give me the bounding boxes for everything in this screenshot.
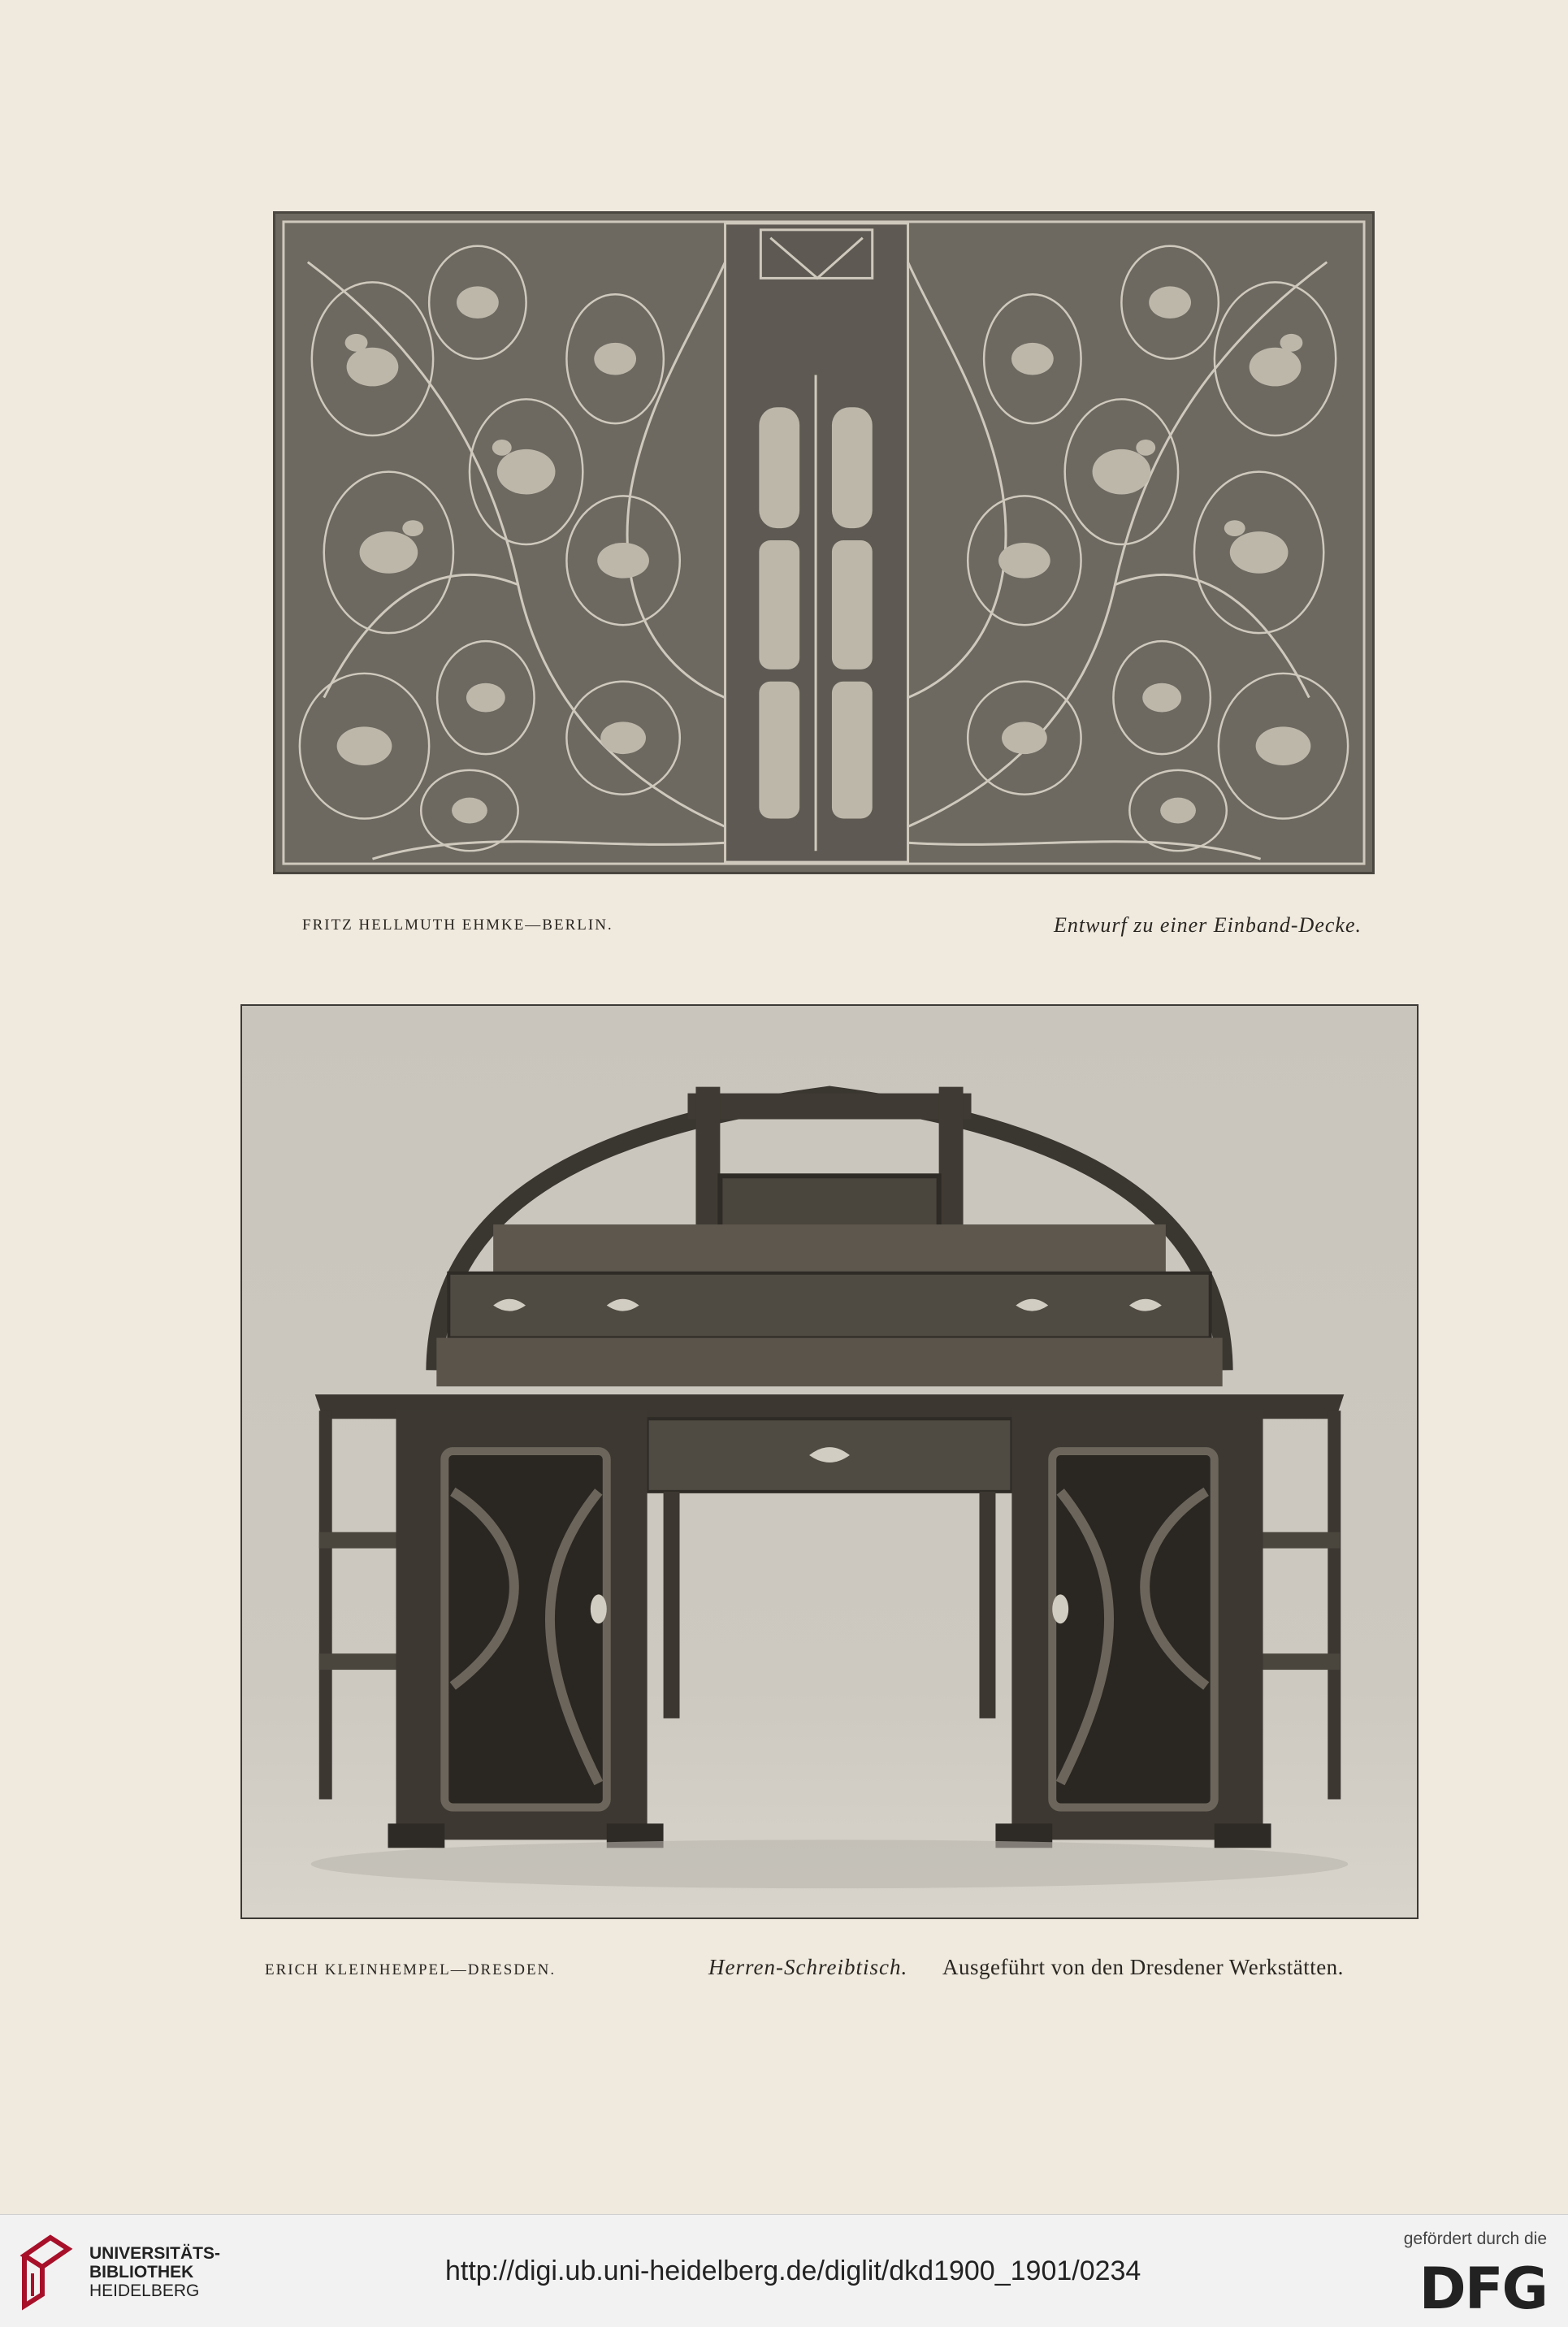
library-name-line1: UNIVERSITÄTS- — [89, 2244, 221, 2263]
plate2-title-caption: Herren-Schreibtisch. — [708, 1955, 908, 1979]
desk-drawing — [242, 1006, 1417, 1918]
library-name-line3: HEIDELBERG — [89, 2282, 200, 2300]
desk-photograph — [240, 1004, 1419, 1919]
library-name[interactable] — [89, 2244, 220, 2300]
plate2-artist-caption: ERICH KLEINHEMPEL—DRESDEN. — [265, 1961, 557, 1978]
plate1-title-caption: Entwurf zu einer Einband-Decke. — [1053, 913, 1362, 937]
ornament-drawing — [275, 214, 1372, 872]
plate2-note-caption: Ausgeführt von den Dresdener Werkstätten. — [942, 1955, 1344, 1979]
plate1-artist-caption: FRITZ HELLMUTH EHMKE—BERLIN. — [302, 916, 613, 934]
permalink-url[interactable]: http://digi.ub.uni-heidelberg.de/diglit/dkd1900_1901/0234 — [445, 2256, 1141, 2286]
funding-label: gefördert durch die — [1403, 2230, 1547, 2248]
dfg-logo[interactable]: DFG — [1419, 2256, 1547, 2322]
library-name-line2: BIBLIOTHEK — [89, 2263, 194, 2282]
digitization-footer — [0, 2214, 1568, 2327]
university-library-logo-icon[interactable] — [18, 2231, 75, 2312]
book-cover-design-illustration — [273, 211, 1375, 874]
